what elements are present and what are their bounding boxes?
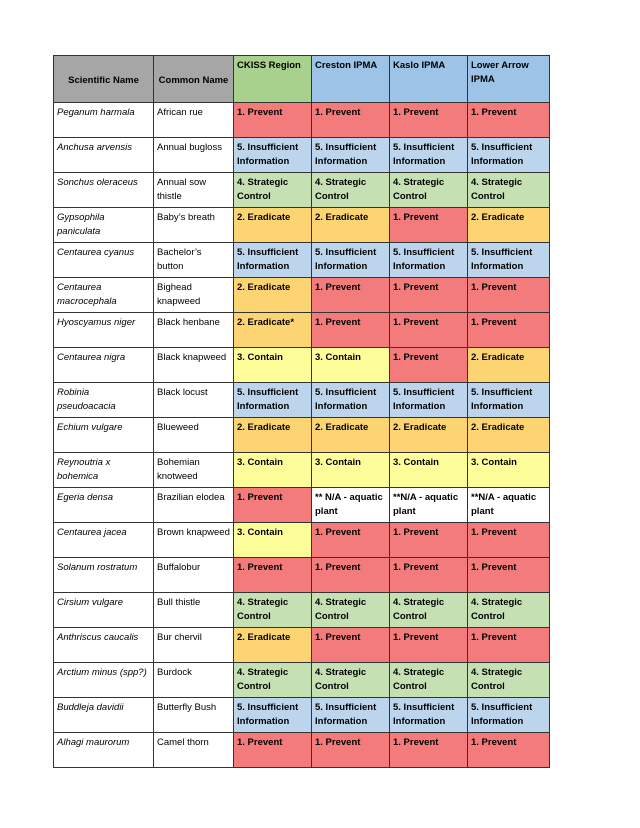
lower-arrow-status-cell: 5. Insufficient Information	[468, 243, 550, 278]
table-row	[54, 628, 550, 663]
creston-status-cell: 1. Prevent	[312, 558, 390, 593]
common-name-cell: Bachelor’s button	[154, 243, 234, 278]
lower-arrow-status-cell: 2. Eradicate	[468, 208, 550, 243]
common-name-cell: Black knapweed	[154, 348, 234, 383]
creston-status-cell: 2. Eradicate	[312, 418, 390, 453]
common-name-cell: Bur chervil	[154, 628, 234, 663]
scientific-name-cell: Centaurea macrocephala	[54, 278, 154, 313]
table-row	[54, 348, 550, 383]
lower-arrow-status-cell: 1. Prevent	[468, 628, 550, 663]
creston-status-cell: 5. Insufficient Information	[312, 698, 390, 733]
scientific-name-cell: Sonchus oleraceus	[54, 173, 154, 208]
scientific-name-cell: Centaurea nigra	[54, 348, 154, 383]
kaslo-status-cell: 4. Strategic Control	[390, 593, 468, 628]
creston-status-cell: 3. Contain	[312, 348, 390, 383]
creston-status-cell: 1. Prevent	[312, 733, 390, 768]
table-row	[54, 733, 550, 768]
ckiss-status-cell: 5. Insufficient Information	[234, 698, 312, 733]
ckiss-status-cell: 3. Contain	[234, 348, 312, 383]
common-name-cell: Black locust	[154, 383, 234, 418]
kaslo-status-cell: 5. Insufficient Information	[390, 383, 468, 418]
creston-status-cell: ** N/A - aquatic plant	[312, 488, 390, 523]
lower-arrow-status-cell: 4. Strategic Control	[468, 173, 550, 208]
scientific-name-cell: Centaurea cyanus	[54, 243, 154, 278]
ckiss-status-cell: 4. Strategic Control	[234, 173, 312, 208]
creston-status-cell: 3. Contain	[312, 453, 390, 488]
kaslo-status-cell: 1. Prevent	[390, 313, 468, 348]
scientific-name-cell: Centaurea jacea	[54, 523, 154, 558]
creston-status-cell: 4. Strategic Control	[312, 593, 390, 628]
ckiss-status-cell: 5. Insufficient Information	[234, 138, 312, 173]
lower-arrow-status-cell: 2. Eradicate	[468, 348, 550, 383]
table-row	[54, 173, 550, 208]
common-name-cell: Camel thorn	[154, 733, 234, 768]
common-name-cell: Butterfly Bush	[154, 698, 234, 733]
header-row	[54, 56, 550, 103]
creston-status-cell: 1. Prevent	[312, 278, 390, 313]
scientific-name-cell: Anthriscus caucalis	[54, 628, 154, 663]
common-name-cell: Annual sow thistle	[154, 173, 234, 208]
lower-arrow-status-cell: 3. Contain	[468, 453, 550, 488]
lower-arrow-status-cell: 1. Prevent	[468, 313, 550, 348]
kaslo-status-cell: 1. Prevent	[390, 558, 468, 593]
invasive-species-table-page	[53, 55, 550, 768]
kaslo-status-cell: 1. Prevent	[390, 523, 468, 558]
common-name-cell: Baby’s breath	[154, 208, 234, 243]
lower-arrow-status-cell: 4. Strategic Control	[468, 593, 550, 628]
ckiss-status-cell: 3. Contain	[234, 523, 312, 558]
common-name-cell: Bull thistle	[154, 593, 234, 628]
creston-status-cell: 2. Eradicate	[312, 208, 390, 243]
kaslo-status-cell: 1. Prevent	[390, 628, 468, 663]
table-row	[54, 698, 550, 733]
creston-status-cell: 5. Insufficient Information	[312, 383, 390, 418]
common-name-cell: Bighead knapweed	[154, 278, 234, 313]
common-name-cell: Brazilian elodea	[154, 488, 234, 523]
invasive-species-table	[53, 55, 550, 768]
lower-arrow-status-cell: 5. Insufficient Information	[468, 383, 550, 418]
common-name-cell: Burdock	[154, 663, 234, 698]
scientific-name-cell: Buddleja davidii	[54, 698, 154, 733]
creston-status-cell: 4. Strategic Control	[312, 173, 390, 208]
common-name-cell: Brown knapweed	[154, 523, 234, 558]
creston-status-cell: 4. Strategic Control	[312, 663, 390, 698]
header-lower-arrow-ipma: Lower Arrow IPMA	[468, 56, 550, 103]
table-row	[54, 558, 550, 593]
scientific-name-cell: Robinia pseudoacacia	[54, 383, 154, 418]
table-row	[54, 523, 550, 558]
ckiss-status-cell: 4. Strategic Control	[234, 663, 312, 698]
scientific-name-cell: Echium vulgare	[54, 418, 154, 453]
ckiss-status-cell: 2. Eradicate	[234, 208, 312, 243]
kaslo-status-cell: 1. Prevent	[390, 208, 468, 243]
scientific-name-cell: Gypsophila paniculata	[54, 208, 154, 243]
scientific-name-cell: Reynoutria x bohemica	[54, 453, 154, 488]
kaslo-status-cell: 5. Insufficient Information	[390, 243, 468, 278]
scientific-name-cell: Egeria densa	[54, 488, 154, 523]
creston-status-cell: 5. Insufficient Information	[312, 138, 390, 173]
header-kaslo-ipma: Kaslo IPMA	[390, 56, 468, 103]
table-row	[54, 418, 550, 453]
creston-status-cell: 1. Prevent	[312, 628, 390, 663]
table-row	[54, 243, 550, 278]
kaslo-status-cell: 5. Insufficient Information	[390, 698, 468, 733]
table-row	[54, 278, 550, 313]
kaslo-status-cell: 1. Prevent	[390, 348, 468, 383]
kaslo-status-cell: 5. Insufficient Information	[390, 138, 468, 173]
lower-arrow-status-cell: 1. Prevent	[468, 558, 550, 593]
header-scientific-name: Scientific Name	[54, 56, 154, 103]
table-row	[54, 208, 550, 243]
lower-arrow-status-cell: 1. Prevent	[468, 278, 550, 313]
header-creston-ipma: Creston IPMA	[312, 56, 390, 103]
ckiss-status-cell: 1. Prevent	[234, 488, 312, 523]
kaslo-status-cell: 1. Prevent	[390, 278, 468, 313]
ckiss-status-cell: 5. Insufficient Information	[234, 383, 312, 418]
ckiss-status-cell: 1. Prevent	[234, 558, 312, 593]
ckiss-status-cell: 1. Prevent	[234, 103, 312, 138]
lower-arrow-status-cell: 2. Eradicate	[468, 418, 550, 453]
scientific-name-cell: Alhagi maurorum	[54, 733, 154, 768]
header-ckiss-region: CKISS Region	[234, 56, 312, 103]
kaslo-status-cell: 1. Prevent	[390, 733, 468, 768]
ckiss-status-cell: 2. Eradicate	[234, 628, 312, 663]
scientific-name-cell: Arctium minus (spp?)	[54, 663, 154, 698]
ckiss-status-cell: 2. Eradicate	[234, 418, 312, 453]
ckiss-status-cell: 1. Prevent	[234, 733, 312, 768]
lower-arrow-status-cell: 4. Strategic Control	[468, 663, 550, 698]
ckiss-status-cell: 2. Eradicate	[234, 278, 312, 313]
common-name-cell: Blueweed	[154, 418, 234, 453]
creston-status-cell: 5. Insufficient Information	[312, 243, 390, 278]
table-row	[54, 138, 550, 173]
kaslo-status-cell: 3. Contain	[390, 453, 468, 488]
table-row	[54, 488, 550, 523]
scientific-name-cell: Anchusa arvensis	[54, 138, 154, 173]
common-name-cell: Buffalobur	[154, 558, 234, 593]
ckiss-status-cell: 4. Strategic Control	[234, 593, 312, 628]
scientific-name-cell: Solanum rostratum	[54, 558, 154, 593]
header-common-name: Common Name	[154, 56, 234, 103]
lower-arrow-status-cell: **N/A - aquatic plant	[468, 488, 550, 523]
lower-arrow-status-cell: 1. Prevent	[468, 733, 550, 768]
common-name-cell: Bohemian knotweed	[154, 453, 234, 488]
table-body	[54, 103, 550, 768]
table-row	[54, 313, 550, 348]
creston-status-cell: 1. Prevent	[312, 523, 390, 558]
table-row	[54, 663, 550, 698]
common-name-cell: African rue	[154, 103, 234, 138]
kaslo-status-cell: **N/A - aquatic plant	[390, 488, 468, 523]
creston-status-cell: 1. Prevent	[312, 103, 390, 138]
creston-status-cell: 1. Prevent	[312, 313, 390, 348]
kaslo-status-cell: 4. Strategic Control	[390, 663, 468, 698]
common-name-cell: Black henbane	[154, 313, 234, 348]
table-row	[54, 453, 550, 488]
lower-arrow-status-cell: 1. Prevent	[468, 523, 550, 558]
common-name-cell: Annual bugloss	[154, 138, 234, 173]
table-row	[54, 383, 550, 418]
scientific-name-cell: Cirsium vulgare	[54, 593, 154, 628]
kaslo-status-cell: 2. Eradicate	[390, 418, 468, 453]
table-row	[54, 593, 550, 628]
lower-arrow-status-cell: 1. Prevent	[468, 103, 550, 138]
ckiss-status-cell: 5. Insufficient Information	[234, 243, 312, 278]
lower-arrow-status-cell: 5. Insufficient Information	[468, 698, 550, 733]
table-row	[54, 103, 550, 138]
scientific-name-cell: Hyoscyamus niger	[54, 313, 154, 348]
ckiss-status-cell: 2. Eradicate*	[234, 313, 312, 348]
lower-arrow-status-cell: 5. Insufficient Information	[468, 138, 550, 173]
ckiss-status-cell: 3. Contain	[234, 453, 312, 488]
kaslo-status-cell: 4. Strategic Control	[390, 173, 468, 208]
kaslo-status-cell: 1. Prevent	[390, 103, 468, 138]
scientific-name-cell: Peganum harmala	[54, 103, 154, 138]
